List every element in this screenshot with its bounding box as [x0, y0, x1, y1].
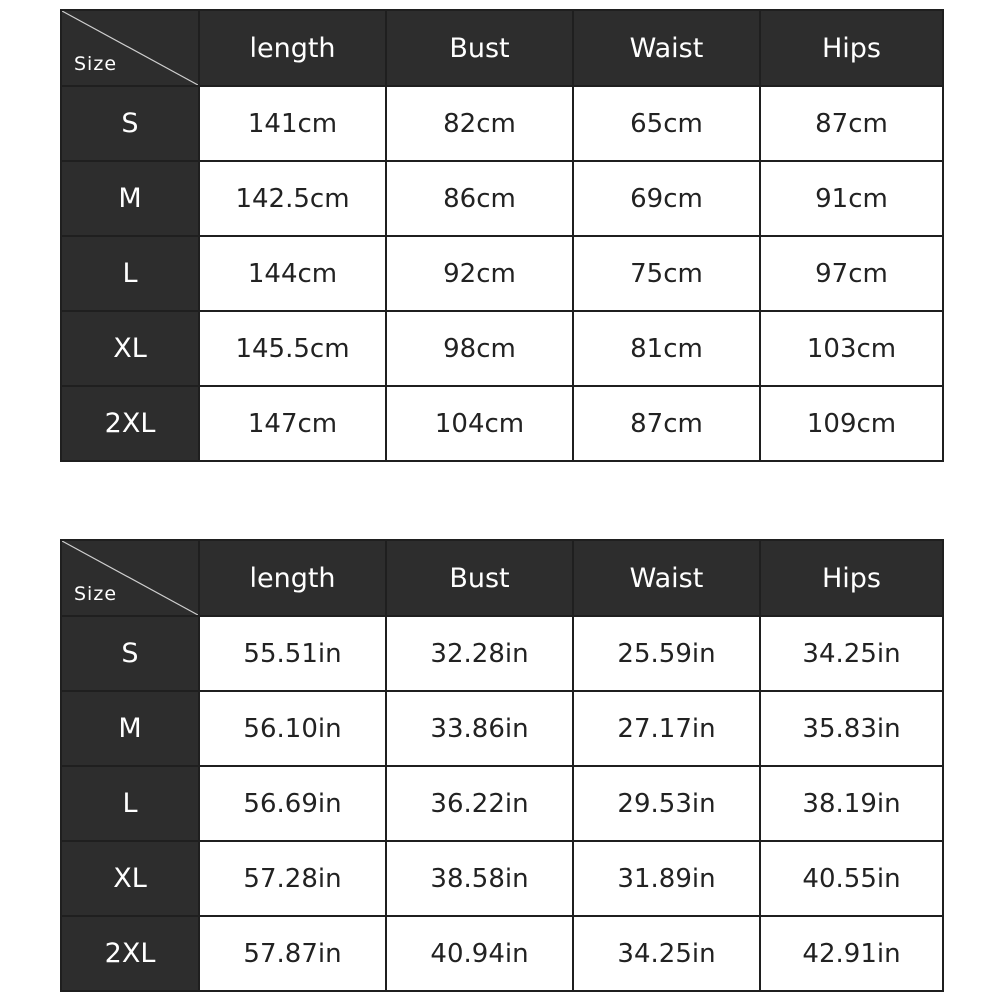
table-row — [61, 161, 943, 236]
table-header-row — [61, 540, 943, 616]
size-label: 2XL — [61, 916, 199, 991]
length-value: 144cm — [199, 236, 386, 311]
bust-value: 33.86in — [386, 691, 573, 766]
bust-value: 40.94in — [386, 916, 573, 991]
size-chart-inch-table — [60, 539, 944, 992]
hips-value: 109cm — [760, 386, 943, 461]
hips-value: 42.91in — [760, 916, 943, 991]
table-row — [61, 916, 943, 991]
size-label: L — [61, 236, 199, 311]
length-value: 56.10in — [199, 691, 386, 766]
waist-value: 75cm — [573, 236, 760, 311]
header-waist: Waist — [573, 10, 760, 86]
table-row — [61, 766, 943, 841]
hips-value: 97cm — [760, 236, 943, 311]
waist-value: 87cm — [573, 386, 760, 461]
length-value: 57.28in — [199, 841, 386, 916]
length-value: 57.87in — [199, 916, 386, 991]
bust-value: 98cm — [386, 311, 573, 386]
bust-value: 104cm — [386, 386, 573, 461]
bust-value: 82cm — [386, 86, 573, 161]
header-length: length — [199, 540, 386, 616]
hips-value: 35.83in — [760, 691, 943, 766]
hips-value: 91cm — [760, 161, 943, 236]
waist-value: 34.25in — [573, 916, 760, 991]
header-waist: Waist — [573, 540, 760, 616]
bust-value: 38.58in — [386, 841, 573, 916]
length-value: 142.5cm — [199, 161, 386, 236]
table-row — [61, 691, 943, 766]
size-label: XL — [61, 311, 199, 386]
size-chart-cm-table — [60, 9, 944, 462]
corner-header-cell — [61, 540, 199, 616]
header-bust: Bust — [386, 10, 573, 86]
size-label: M — [61, 691, 199, 766]
size-corner-label: Size — [74, 53, 118, 75]
waist-value: 27.17in — [573, 691, 760, 766]
length-value: 145.5cm — [199, 311, 386, 386]
waist-value: 69cm — [573, 161, 760, 236]
waist-value: 25.59in — [573, 616, 760, 691]
header-bust: Bust — [386, 540, 573, 616]
waist-value: 65cm — [573, 86, 760, 161]
table-header-row — [61, 10, 943, 86]
bust-value: 32.28in — [386, 616, 573, 691]
header-hips: Hips — [760, 10, 943, 86]
header-hips: Hips — [760, 540, 943, 616]
size-corner-label: Size — [74, 583, 118, 605]
length-value: 147cm — [199, 386, 386, 461]
size-label: XL — [61, 841, 199, 916]
size-label: L — [61, 766, 199, 841]
table-row — [61, 311, 943, 386]
length-value: 56.69in — [199, 766, 386, 841]
table-row — [61, 616, 943, 691]
size-label: 2XL — [61, 386, 199, 461]
header-length: length — [199, 10, 386, 86]
size-label: S — [61, 616, 199, 691]
hips-value: 103cm — [760, 311, 943, 386]
hips-value: 34.25in — [760, 616, 943, 691]
bust-value: 36.22in — [386, 766, 573, 841]
table-row — [61, 386, 943, 461]
waist-value: 31.89in — [573, 841, 760, 916]
length-value: 141cm — [199, 86, 386, 161]
waist-value: 29.53in — [573, 766, 760, 841]
hips-value: 40.55in — [760, 841, 943, 916]
size-label: M — [61, 161, 199, 236]
bust-value: 92cm — [386, 236, 573, 311]
bust-value: 86cm — [386, 161, 573, 236]
hips-value: 38.19in — [760, 766, 943, 841]
waist-value: 81cm — [573, 311, 760, 386]
length-value: 55.51in — [199, 616, 386, 691]
table-row — [61, 236, 943, 311]
table-row — [61, 841, 943, 916]
table-row — [61, 86, 943, 161]
corner-header-cell — [61, 10, 199, 86]
size-label: S — [61, 86, 199, 161]
hips-value: 87cm — [760, 86, 943, 161]
